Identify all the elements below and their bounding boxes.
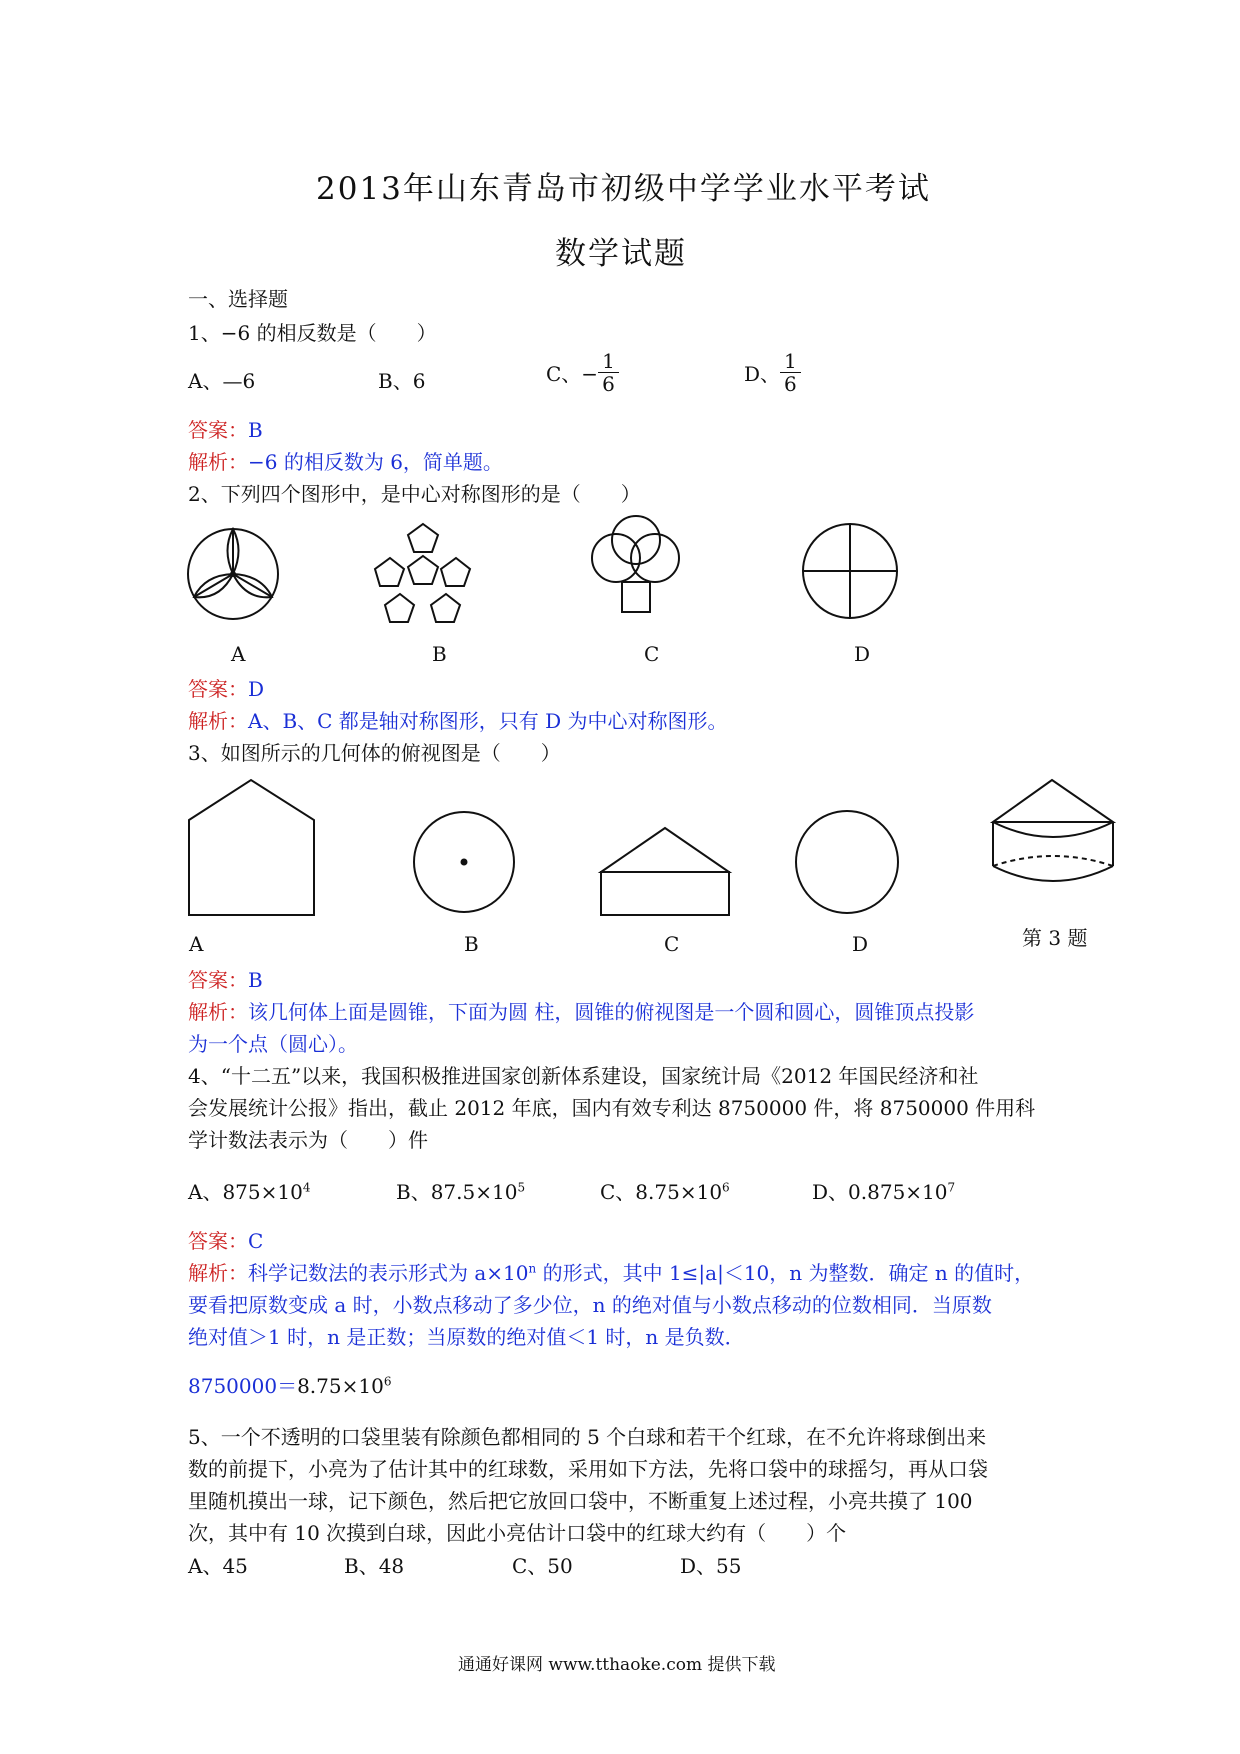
page-subtitle: 数学试题 bbox=[555, 236, 687, 272]
q2-explanation-text: A、B、C 都是轴对称图形，只有 D 为中心对称图形。 bbox=[248, 709, 728, 733]
q4-answer-label: 答案： bbox=[188, 1229, 248, 1253]
q4-option-c-exponent: 6 bbox=[722, 1180, 730, 1195]
q4-explanation-text-1b: 的形式，其中 1≤|a|＜10，n 为整数．确定 n 的值时， bbox=[536, 1261, 1035, 1285]
q2-stem: 2、下列四个图形中，是中心对称图形的是（ ） bbox=[188, 482, 641, 506]
q4-explanation-line1 bbox=[188, 1257, 1034, 1286]
q1-option-d bbox=[744, 350, 801, 395]
q5-stem-line2: 数的前提下，小亮为了估计其中的红球数，采用如下方法，先将口袋中的球摇匀，再从口袋 bbox=[188, 1457, 988, 1481]
q3-label-b: B bbox=[464, 932, 479, 956]
q4-option-d bbox=[812, 1176, 955, 1205]
section-heading: 一、选择题 bbox=[188, 287, 288, 311]
q4-stem-line1: 4、“十二五”以来，我国积极推进国家创新体系建设，国家统计局《2012 年国民经济和社 bbox=[188, 1064, 979, 1088]
q5-option-c: C、50 bbox=[512, 1554, 573, 1578]
q1-option-c-fraction bbox=[598, 350, 619, 395]
q4-option-a-exponent: 4 bbox=[302, 1180, 311, 1195]
q1-stem: 1、−6 的相反数是（ ） bbox=[188, 321, 437, 345]
q2-label-c: C bbox=[644, 642, 660, 666]
q1-option-c bbox=[546, 350, 619, 395]
q4-answer bbox=[188, 1225, 263, 1254]
q2-figure-a bbox=[188, 529, 278, 619]
q4-explanation-line2: 要看把原数变成 a 时，小数点移动了多少位，n 的绝对值与小数点移动的位数相同．当原数 bbox=[188, 1293, 992, 1317]
q3-label-c: C bbox=[664, 932, 680, 956]
q2-label-b: B bbox=[432, 642, 447, 666]
q1-option-c-prefix: C、− bbox=[546, 362, 599, 386]
q1-option-c-numerator: 1 bbox=[598, 350, 619, 373]
q4-option-b bbox=[396, 1176, 525, 1205]
q2-explanation bbox=[188, 705, 728, 734]
q5-option-a: A、45 bbox=[188, 1554, 248, 1578]
q4-stem-line3: 学计数法表示为（ ）件 bbox=[188, 1128, 428, 1152]
q2-figures bbox=[0, 520, 1240, 640]
q3-figures bbox=[0, 770, 1240, 930]
q1-answer-label: 答案： bbox=[188, 418, 248, 442]
page-footer: 通通好课网 www.tthaoke.com 提供下载 bbox=[458, 1655, 776, 1675]
q3-explanation-label: 解析： bbox=[188, 1000, 248, 1024]
q5-option-d: D、55 bbox=[680, 1554, 742, 1578]
q3-explanation bbox=[188, 996, 974, 1025]
q3-label-d: D bbox=[852, 932, 869, 956]
q3-explanation-line2: 为一个点（圆心）。 bbox=[188, 1032, 358, 1056]
q5-stem-line4: 次，其中有 10 次摸到白球，因此小亮估计口袋中的红球大约有（ ）个 bbox=[188, 1521, 847, 1545]
q2-answer-label: 答案： bbox=[188, 677, 248, 701]
q5-stem-line3: 里随机摸出一球，记下颜色，然后把它放回口袋中，不断重复上述过程，小亮共摸了 100 bbox=[188, 1489, 973, 1513]
q3-solid-figure bbox=[993, 780, 1113, 881]
q4-option-c bbox=[600, 1176, 730, 1205]
q5-stem-line1: 5、一个不透明的口袋里装有除颜色都相同的 5 个白球和若干个红球，在不允许将球倒出来 bbox=[188, 1425, 987, 1449]
q4-explanation-exponent: n bbox=[528, 1261, 537, 1276]
q4-option-d-text: D、0.875×10 bbox=[812, 1180, 948, 1204]
q2-answer-value: D bbox=[248, 677, 265, 701]
q3-figure-c bbox=[601, 828, 729, 915]
q4-option-b-exponent: 5 bbox=[517, 1180, 526, 1195]
q3-figure-b bbox=[414, 812, 514, 912]
q1-answer-value: B bbox=[248, 418, 263, 442]
q2-label-d: D bbox=[854, 642, 871, 666]
q3-answer-value: B bbox=[248, 968, 263, 992]
q4-calculation-exponent: 6 bbox=[383, 1374, 392, 1389]
q3-explanation-text-1: 该几何体上面是圆锥，下面为圆 柱，圆锥的俯视图是一个圆和圆心，圆锥顶点投影 bbox=[248, 1000, 975, 1024]
q1-option-c-denominator: 6 bbox=[602, 372, 615, 396]
q4-explanation-text-1a: 科学记数法的表示形式为 a×10 bbox=[248, 1261, 529, 1285]
q4-option-b-text: B、87.5×10 bbox=[396, 1180, 518, 1204]
page-title: 2013年山东青岛市初级中学学业水平考试 bbox=[316, 171, 931, 207]
q1-explanation bbox=[188, 446, 503, 475]
q4-answer-value: C bbox=[248, 1229, 264, 1253]
q2-answer bbox=[188, 673, 264, 702]
q4-explanation-label: 解析： bbox=[188, 1261, 248, 1285]
q3-figure-a bbox=[189, 780, 314, 915]
q5-option-b: B、48 bbox=[344, 1554, 405, 1578]
q1-explanation-label: 解析： bbox=[188, 450, 248, 474]
q3-answer bbox=[188, 964, 263, 993]
q1-option-d-numerator: 1 bbox=[780, 350, 801, 373]
q2-explanation-label: 解析： bbox=[188, 709, 248, 733]
q4-explanation-line3: 绝对值＞1 时，n 是正数；当原数的绝对值＜1 时，n 是负数． bbox=[188, 1325, 745, 1349]
q2-label-a: A bbox=[231, 642, 246, 666]
q3-label-a: A bbox=[189, 932, 204, 956]
q2-figure-b bbox=[375, 524, 470, 622]
q4-calculation-value: 8.75×10 bbox=[297, 1374, 384, 1398]
q1-explanation-text: −6 的相反数为 6，简单题。 bbox=[248, 450, 503, 474]
q1-option-a: A、—6 bbox=[188, 369, 256, 393]
q3-figure-d bbox=[796, 811, 898, 913]
q1-answer bbox=[188, 414, 263, 443]
q3-figure-caption: 第 3 题 bbox=[1022, 926, 1088, 950]
q1-option-b: B、6 bbox=[378, 369, 426, 393]
q4-calculation-prefix: 8750000＝ bbox=[188, 1374, 298, 1398]
q4-option-c-text: C、8.75×10 bbox=[600, 1180, 723, 1204]
q3-answer-label: 答案： bbox=[188, 968, 248, 992]
q3-stem: 3、如图所示的几何体的俯视图是（ ） bbox=[188, 741, 561, 765]
q4-calculation bbox=[188, 1370, 391, 1399]
q1-option-d-prefix: D、 bbox=[744, 362, 781, 386]
q1-option-d-fraction bbox=[780, 350, 801, 395]
q2-figure-d bbox=[803, 524, 897, 618]
q4-option-a-text: A、875×10 bbox=[188, 1180, 303, 1204]
q4-option-d-exponent: 7 bbox=[947, 1180, 956, 1195]
q2-figure-c bbox=[592, 516, 679, 612]
q4-stem-line2: 会发展统计公报》指出，截止 2012 年底，国内有效专利达 8750000 件，将 8750000 件用科 bbox=[188, 1096, 1036, 1120]
q1-option-d-denominator: 6 bbox=[784, 372, 797, 396]
q4-option-a bbox=[188, 1176, 310, 1205]
